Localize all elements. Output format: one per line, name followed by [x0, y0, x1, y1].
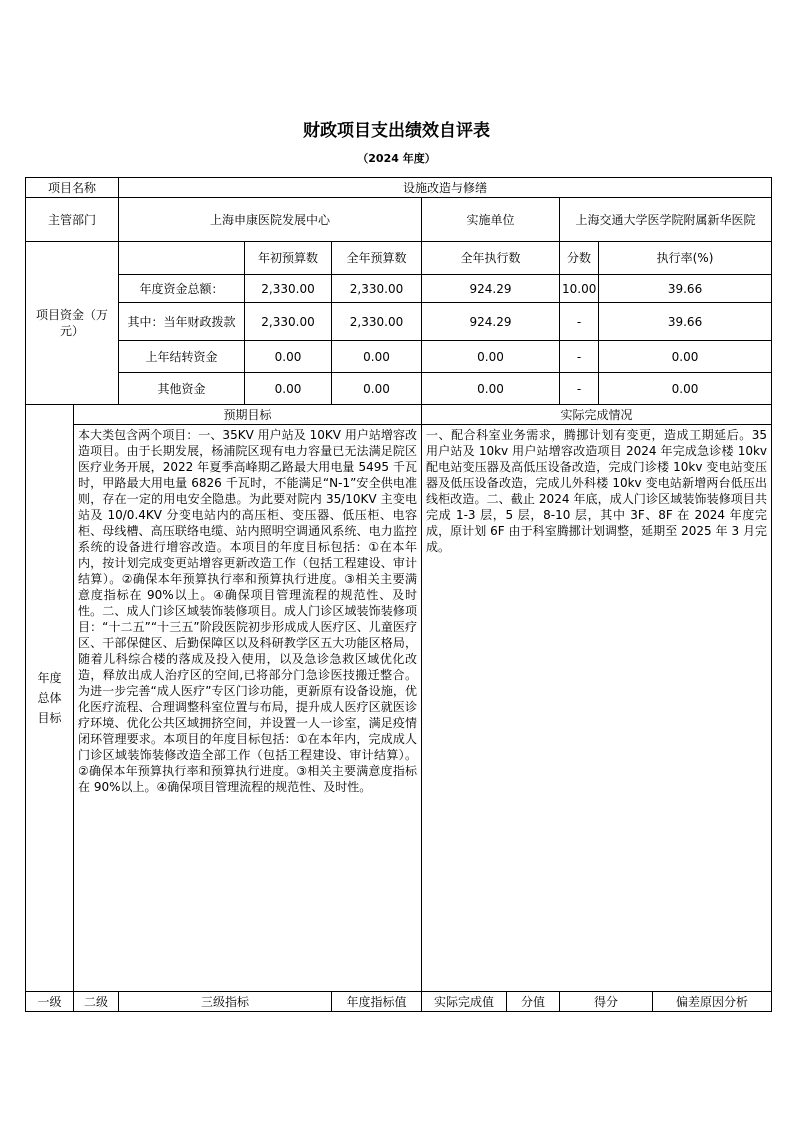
funds-header-4: 执行率(%): [599, 242, 772, 275]
funds-cell: 2,330.00: [332, 303, 422, 341]
evaluation-table: [25, 177, 772, 1012]
funds-cell: 39.66: [599, 303, 772, 341]
funds-cell: 0.00: [245, 341, 332, 373]
funds-header-empty: [119, 242, 245, 275]
indicator-header-score: 得分: [560, 992, 653, 1012]
funds-cell: 10.00: [560, 275, 599, 303]
indicator-header-level1: 一级: [26, 992, 74, 1012]
funds-cell: -: [560, 303, 599, 341]
funds-row-label: 年度资金总额：: [119, 275, 245, 303]
goals-section-label: 年度总体目标: [26, 405, 74, 992]
funds-header-row: [26, 242, 772, 275]
actual-result-text: 一、配合科室业务需求，腾挪计划有变更，造成工期延后。35 用户站及 10kv 用户站增容改造项目 2024 年完成急诊楼 10kv 配电站变压器及高低压设备改造，完成门诊楼 10kv 变电站变压器及低压设备改造，完成儿外科楼 10kv 变电站新增两台低压出线柜改造。二、截止 2024 年底，成人门诊区域装饰装修项目共完成 1-3 层，5 层，8-10 层，其中 3F、8F 在 2024 年度完成，原计划 6F 由于科室腾挪计划调整，延期至 2025 年 3 月完成。: [422, 425, 772, 992]
funds-cell: 0.00: [332, 373, 422, 405]
funds-row: [26, 303, 772, 341]
funds-row-label: 其他资金: [119, 373, 245, 405]
expected-goal-header: 预期目标: [74, 405, 422, 425]
funds-row: [26, 275, 772, 303]
funds-cell: 0.00: [422, 341, 560, 373]
dept-value: 上海申康医院发展中心: [119, 198, 422, 242]
goals-header-row: [26, 405, 772, 425]
indicator-header-actual: 实际完成值: [422, 992, 507, 1012]
funds-cell: 0.00: [599, 373, 772, 405]
funds-cell: 0.00: [332, 341, 422, 373]
project-name-label: 项目名称: [26, 178, 119, 198]
dept-label: 主管部门: [26, 198, 119, 242]
page-subtitle: （2024 年度）: [357, 152, 436, 165]
indicator-header-target: 年度指标值: [332, 992, 422, 1012]
funds-section-label: 项目资金（万元）: [26, 242, 119, 405]
funds-cell: 0.00: [599, 341, 772, 373]
funds-cell: 2,330.00: [245, 275, 332, 303]
goals-content-row: [26, 425, 772, 992]
project-name-row: [26, 178, 772, 198]
funds-row-label: 上年结转资金: [119, 341, 245, 373]
funds-cell: 39.66: [599, 275, 772, 303]
dept-row: [26, 198, 772, 242]
impl-value: 上海交通大学医学院附属新华医院: [560, 198, 772, 242]
funds-cell: 0.00: [245, 373, 332, 405]
funds-row: [26, 373, 772, 405]
impl-label: 实施单位: [422, 198, 560, 242]
funds-row-label: 其中：当年财政拨款: [119, 303, 245, 341]
funds-cell: 2,330.00: [332, 275, 422, 303]
indicators-header-row: [26, 992, 772, 1012]
funds-row: [26, 341, 772, 373]
funds-cell: 924.29: [422, 303, 560, 341]
funds-header-3: 分数: [560, 242, 599, 275]
funds-cell: -: [560, 373, 599, 405]
actual-result-header: 实际完成情况: [422, 405, 772, 425]
funds-cell: 0.00: [422, 373, 560, 405]
funds-header-2: 全年执行数: [422, 242, 560, 275]
funds-cell: 924.29: [422, 275, 560, 303]
indicator-header-deviation: 偏差原因分析: [653, 992, 772, 1012]
indicator-header-level3: 三级指标: [119, 992, 332, 1012]
page-title: 财政项目支出绩效自评表: [303, 121, 490, 141]
indicator-header-weight: 分值: [507, 992, 560, 1012]
expected-goal-text: 本大类包含两个项目：一、35KV 用户站及 10KV 用户站增容改造项目。由于长期发展，杨浦院区现有电力容量已无法满足院区医疗业务开展，2022 年夏季高峰期乙路最大用电量 5495 千瓦时，甲路最大用电量 6826 千瓦时，不能满足“N-1”安全供电准则，存在一定的用电安全隐患。为此要对院内 35/10KV 主变电站及 10/0.4KV 分变电站内的高压柜、变压器、低压柜、电容柜、母线槽、高压联络电缆、站内照明空调通风系统、电力监控系统的设备进行增容改造。本项目的年度目标包括：①在本年内，按计划完成变更站增容更新改造工作（包括工程建设、审计结算）。②确保本年预算执行率和预算执行进度。③相关主要满意度指标在 90%以上。④确保项目管理流程的规范性、及时性。二、成人门诊区域装饰装修项目。成人门诊区域装饰装修项目：“十二五”“十三五”阶段医院初步形成成人医疗区、儿童医疗区、干部保健区、后勤保障区以及科研教学区五大功能区格局，随着儿科综合楼的落成及投入使用，以及急诊急救区域优化改造，释放出成人治疗区的空间,已将部分门急诊医技搬迁整合。为进一步完善“成人医疗”专区门诊功能，更新原有设备设施，优化医疗流程、合理调整科室位置与布局，提升成人医疗区就医诊疗环境、优化公共区域拥挤空间，并设置一人一诊室，满足疫情闭环管理要求。本项目的年度目标包括：①在本年内，完成成人门诊区域装饰装修改造全部工作（包括工程建设、审计结算）。②确保本年预算执行率和预算执行进度。③相关主要满意度指标在 90%以上。④确保项目管理流程的规范性、及时性。: [74, 425, 422, 992]
funds-header-0: 年初预算数: [245, 242, 332, 275]
project-name-value: 设施改造与修缮: [119, 178, 772, 198]
funds-header-1: 全年预算数: [332, 242, 422, 275]
funds-cell: -: [560, 341, 599, 373]
indicator-header-level2: 二级: [74, 992, 119, 1012]
funds-cell: 2,330.00: [245, 303, 332, 341]
